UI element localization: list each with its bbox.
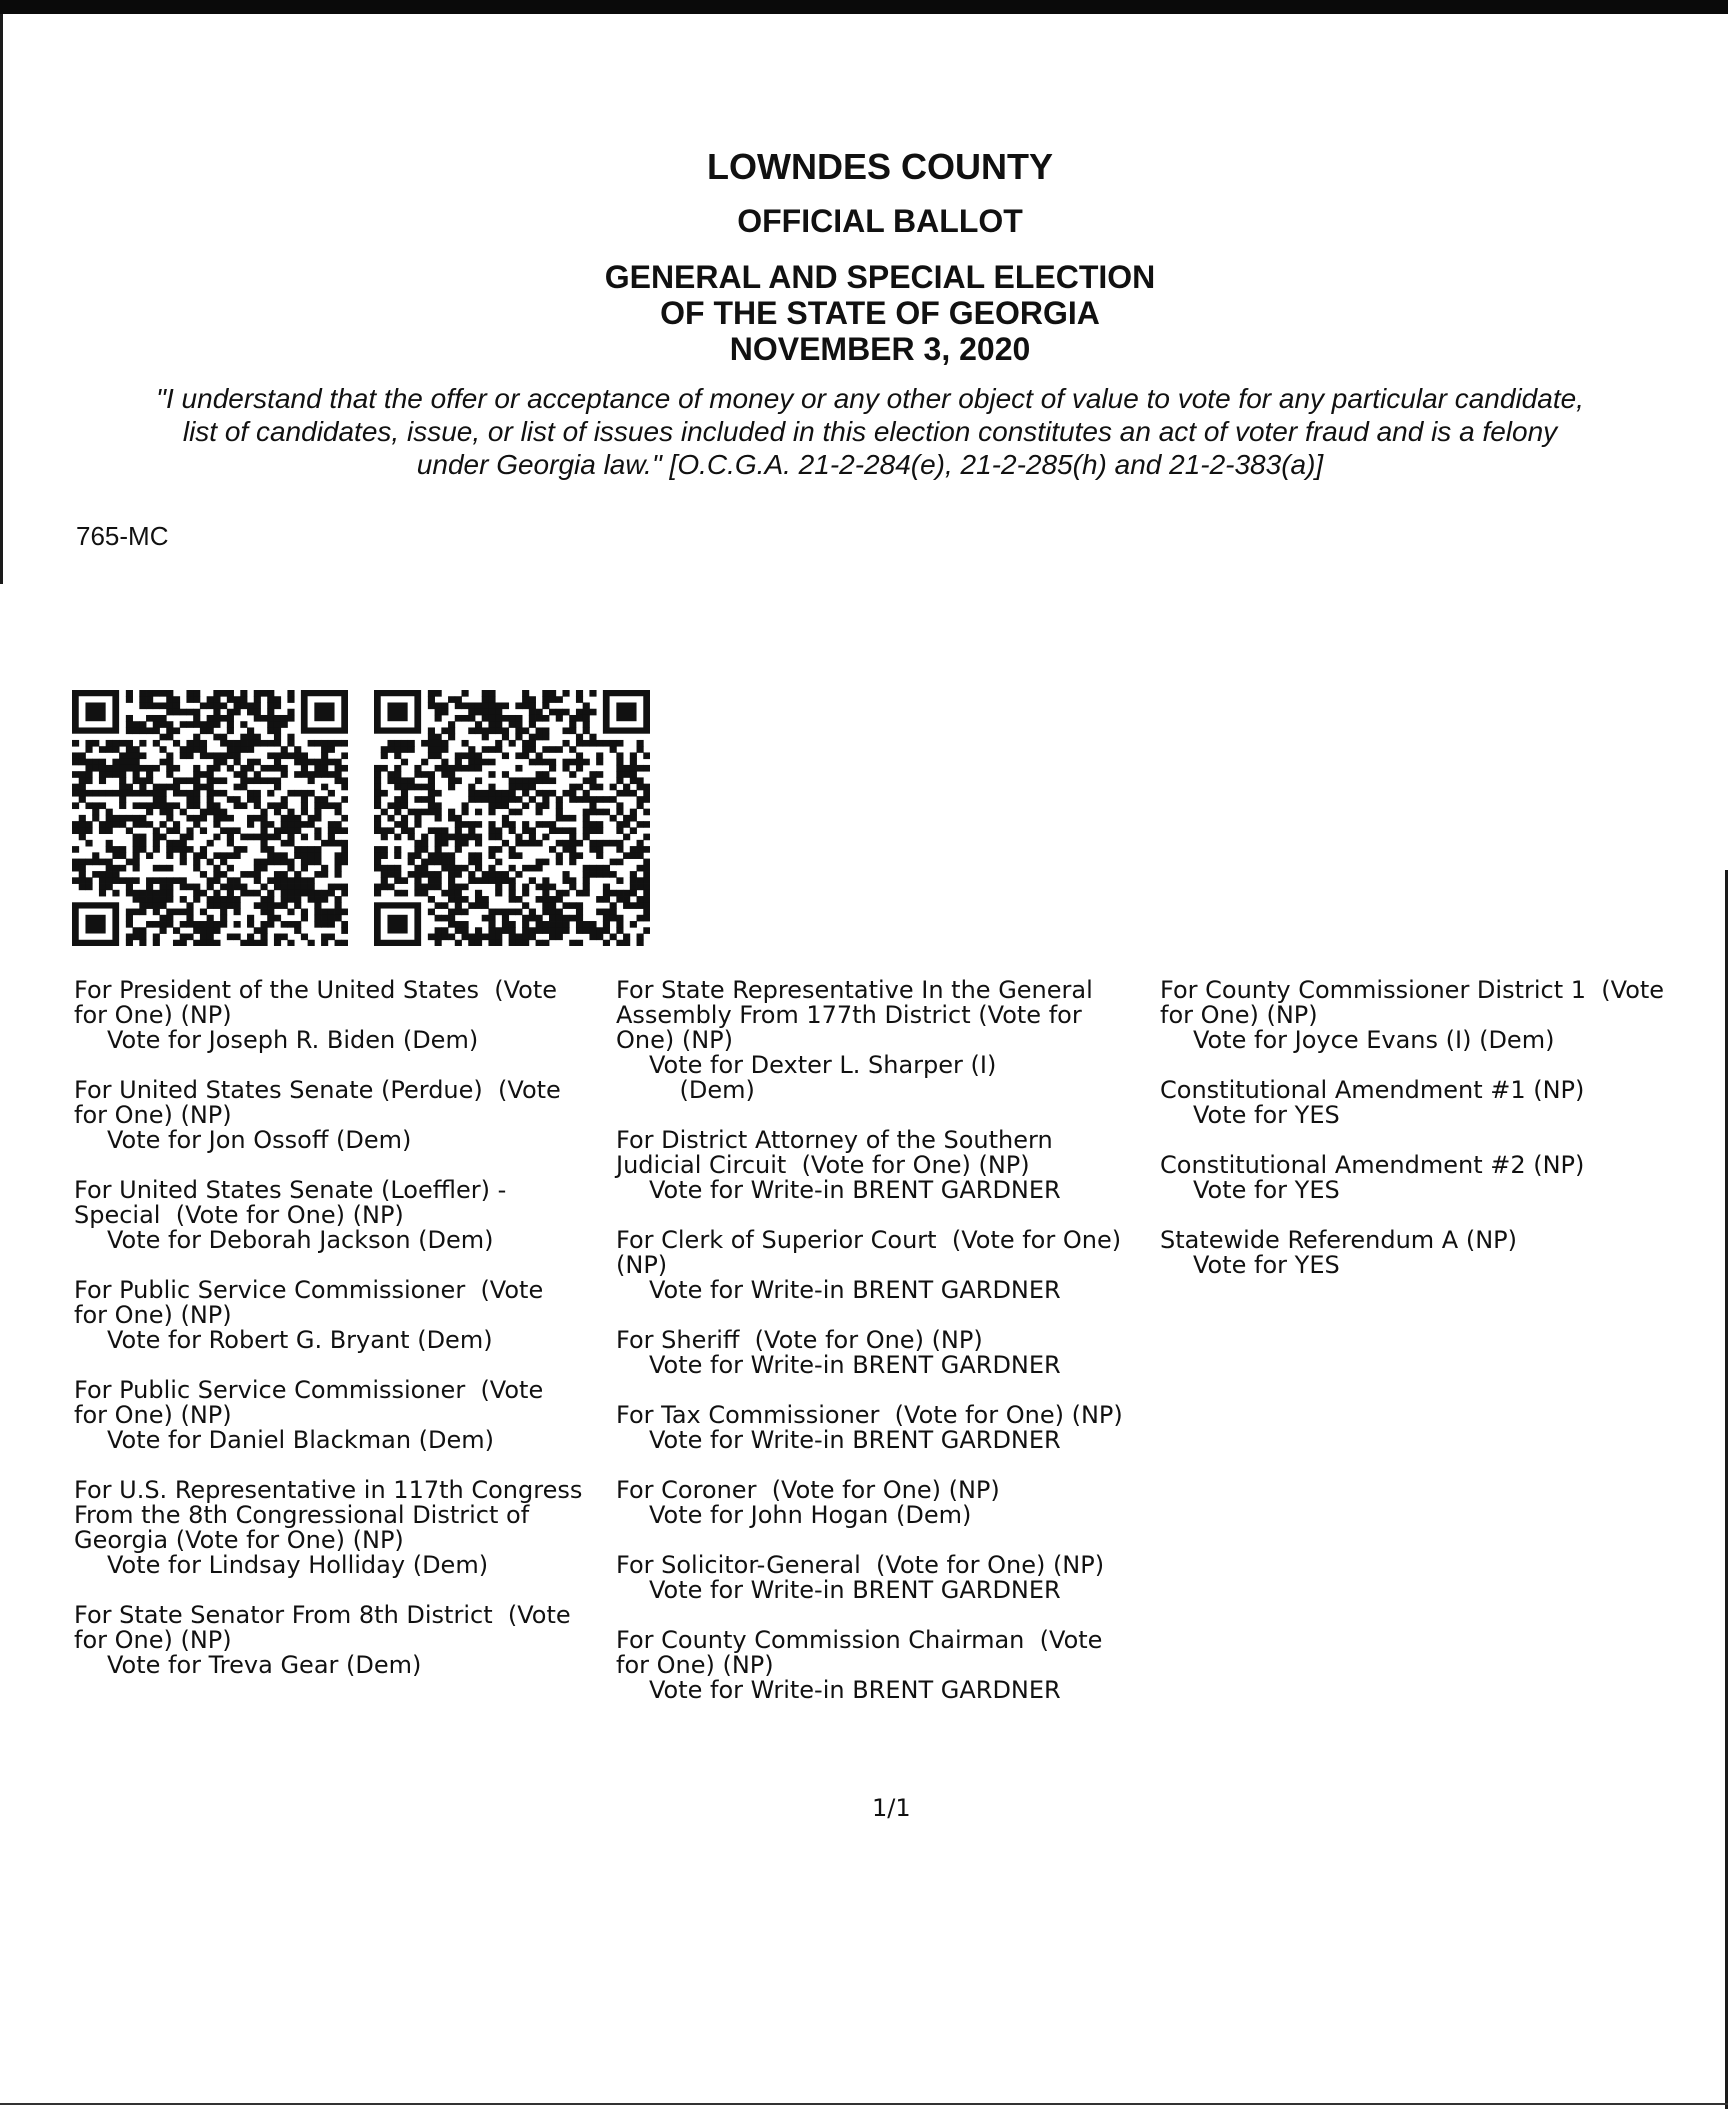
contest-selection: Vote for YES	[1193, 1101, 1340, 1129]
contest-block	[74, 1278, 614, 1353]
contest-block	[1160, 978, 1725, 1053]
contest-selection: Vote for Joyce Evans (I) (Dem)	[1193, 1026, 1555, 1054]
contest-block	[74, 1178, 614, 1253]
contest-selection: Vote for John Hogan (Dem)	[649, 1501, 972, 1529]
contest-block	[1160, 1078, 1725, 1128]
contest-selection: Vote for Jon Ossoff (Dem)	[107, 1126, 412, 1154]
scan-border-bottom	[0, 2103, 1728, 2105]
contest-title: For Sheriff (Vote for One) (NP)	[616, 1326, 983, 1354]
contest-selection: Vote for Dexter L. Sharper (I) (Dem)	[649, 1051, 997, 1104]
contest-selection: Vote for Write-in BRENT GARDNER	[649, 1276, 1061, 1304]
election-date: NOVEMBER 3, 2020	[729, 331, 1031, 367]
qr-graphic	[374, 690, 650, 946]
notice-line-1: "I understand that the offer or acceptance of money or any other object of value to vote for any particular candidate,	[156, 383, 1584, 414]
contest-selection: Vote for Write-in BRENT GARDNER	[649, 1676, 1061, 1704]
contest-title: For President of the United States (Vote for One) (NP)	[74, 976, 558, 1029]
qr-graphic	[72, 690, 348, 946]
contest-title: For United States Senate (Loeffler) - Special (Vote for One) (NP)	[74, 1176, 507, 1229]
contest-title: For Clerk of Superior Court (Vote for One) (NP)	[616, 1226, 1122, 1279]
contest-block	[616, 1478, 1156, 1528]
contest-block	[74, 1378, 614, 1453]
contest-selection: Vote for Treva Gear (Dem)	[107, 1651, 422, 1679]
contest-column-2	[616, 978, 1156, 1728]
contest-selection: Vote for Robert G. Bryant (Dem)	[107, 1326, 493, 1354]
contest-title: For Public Service Commissioner (Vote for One) (NP)	[74, 1376, 544, 1429]
contest-title: For U.S. Representative in 117th Congress From the 8th Congressional District of Georgia (Vote for One) (NP)	[74, 1476, 583, 1554]
ballot-style-code: 765-MC	[76, 521, 169, 551]
contest-selection: Vote for Deborah Jackson (Dem)	[107, 1226, 494, 1254]
contest-title: For United States Senate (Perdue) (Vote for One) (NP)	[74, 1076, 561, 1129]
contest-title: For Public Service Commissioner (Vote for One) (NP)	[74, 1276, 544, 1329]
ballot-header	[560, 145, 1200, 367]
contest-title: For Solicitor-General (Vote for One) (NP)	[616, 1551, 1105, 1579]
contest-selection: Vote for Write-in BRENT GARDNER	[649, 1176, 1061, 1204]
ballot-type-title: OFFICIAL BALLOT	[737, 203, 1023, 239]
contest-block	[616, 978, 1156, 1103]
contest-selection: Vote for Lindsay Holliday (Dem)	[107, 1551, 489, 1579]
contest-title: For County Commission Chairman (Vote for One) (NP)	[616, 1626, 1103, 1679]
contest-title: For State Senator From 8th District (Vote for One) (NP)	[74, 1601, 571, 1654]
contest-selection: Vote for Joseph R. Biden (Dem)	[107, 1026, 479, 1054]
contest-selection: Vote for Write-in BRENT GARDNER	[649, 1426, 1061, 1454]
voter-fraud-notice	[70, 382, 1670, 481]
contest-block	[616, 1128, 1156, 1203]
notice-line-2: list of candidates, issue, or list of issues included in this election constitutes an act of voter fraud and is a felony	[182, 416, 1558, 447]
contest-block	[74, 978, 614, 1053]
contest-block	[74, 1603, 614, 1678]
contest-block	[616, 1228, 1156, 1303]
contest-block	[616, 1553, 1156, 1603]
qr-code-1	[72, 690, 348, 946]
contest-selection: Vote for Write-in BRENT GARDNER	[649, 1351, 1061, 1379]
qr-code-2	[374, 690, 650, 946]
contest-selection: Vote for YES	[1193, 1251, 1340, 1279]
contest-selection: Vote for Write-in BRENT GARDNER	[649, 1576, 1061, 1604]
contest-selection: Vote for Daniel Blackman (Dem)	[107, 1426, 495, 1454]
county-title: LOWNDES COUNTY	[707, 146, 1053, 187]
contest-column-3	[1160, 978, 1725, 1303]
contest-title: For State Representative In the General Assembly From 177th District (Vote for One) (NP)	[616, 976, 1093, 1054]
contest-title: For County Commissioner District 1 (Vote for One) (NP)	[1160, 976, 1665, 1029]
election-line-1: GENERAL AND SPECIAL ELECTION	[604, 259, 1156, 295]
election-line-2: OF THE STATE OF GEORGIA	[660, 295, 1100, 331]
contest-title: Constitutional Amendment #2 (NP)	[1160, 1151, 1585, 1179]
contest-block	[616, 1628, 1156, 1703]
contest-title: For District Attorney of the Southern Judicial Circuit (Vote for One) (NP)	[616, 1126, 1053, 1179]
contest-block	[616, 1403, 1156, 1453]
contest-block	[1160, 1228, 1725, 1278]
contest-block	[74, 1078, 614, 1153]
contest-selection: Vote for YES	[1193, 1176, 1340, 1204]
contest-block	[74, 1478, 614, 1578]
scan-border-top	[0, 0, 1728, 14]
contest-block	[1160, 1153, 1725, 1203]
notice-line-3: under Georgia law." [O.C.G.A. 21-2-284(e), 21-2-285(h) and 21-2-383(a)]	[416, 449, 1324, 480]
contest-title: For Coroner (Vote for One) (NP)	[616, 1476, 1000, 1504]
scan-border-left	[0, 14, 3, 584]
contest-title: For Tax Commissioner (Vote for One) (NP)	[616, 1401, 1123, 1429]
contest-block	[616, 1328, 1156, 1378]
election-title	[560, 259, 1200, 367]
page-number: 1/1	[872, 1794, 911, 1822]
contest-title: Constitutional Amendment #1 (NP)	[1160, 1076, 1585, 1104]
contest-title: Statewide Referendum A (NP)	[1160, 1226, 1517, 1254]
contest-column-1	[74, 978, 614, 1703]
